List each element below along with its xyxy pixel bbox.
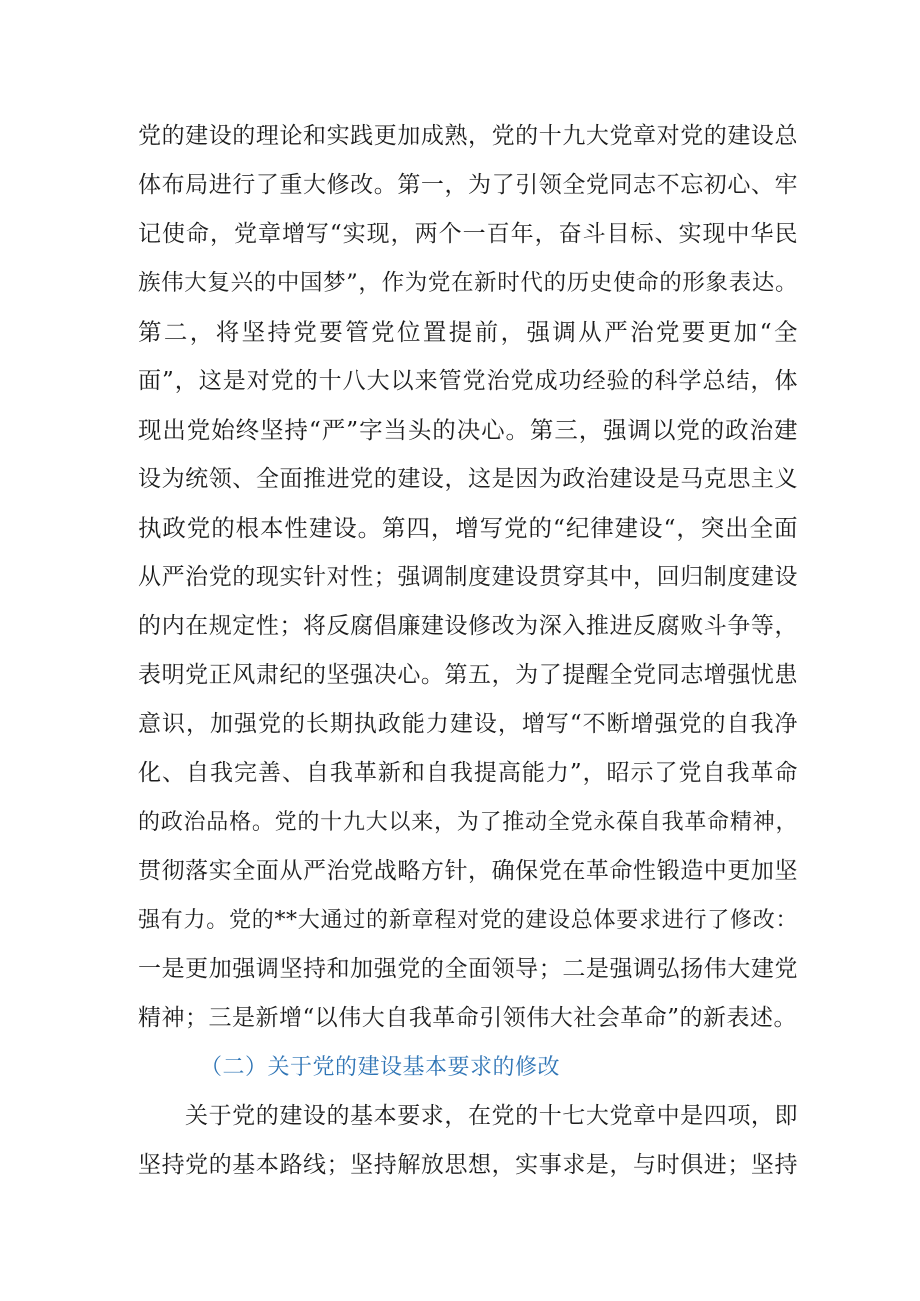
text-line: 坚持党的基本路线；坚持解放思想，实事求是，与时俱进；坚持 — [138, 1152, 798, 1178]
text-line: 意识，加强党的长期执政能力建设，增写“不断增强党的自我净 — [138, 711, 798, 737]
text-line: 面”，这是对党的十八大以来管党治党成功经验的科学总结，体 — [138, 368, 798, 394]
text-line: 现出党始终坚持“严”字当头的决心。第三，强调以党的政治建 — [138, 416, 798, 444]
text-line: 设为统领、全面推进党的建设，这是因为政治建设是马克思主义 — [138, 466, 798, 492]
paragraph-2 — [138, 1092, 798, 1190]
text-line: 化、自我完善、自我革新和自我提高能力”，昭示了党自我革命 — [138, 760, 798, 786]
text-line: 一是更加强调坚持和加强党的全面领导；二是强调弘扬伟大建党 — [138, 956, 798, 982]
text-line: 第二，将坚持党要管党位置提前，强调从严治党要更加“全 — [138, 318, 798, 346]
text-line: 族伟大复兴的中国梦”，作为党在新时代的历史使命的形象表达。 — [138, 270, 798, 296]
text-line: 记使命，党章增写“实现，两个一百年，奋斗目标、实现中华民 — [138, 221, 798, 247]
text-line: 关于党的建设的基本要求，在党的十七大党章中是四项，即 — [185, 1103, 798, 1129]
text-line: 贯彻落实全面从严治党战略方针，确保党在革命性锻造中更加坚 — [138, 858, 798, 884]
text-line: 党的建设的理论和实践更加成熟，党的十九大党章对党的建设总 — [138, 123, 798, 149]
section-heading: （二）关于党的建设基本要求的修改 — [200, 1055, 561, 1080]
text-line: 表明党正风肃纪的坚强决心。第五，为了提醒全党同志增强忧患 — [138, 662, 798, 688]
text-line: 精神；三是新增“以伟大自我革命引领伟大社会革命”的新表述。 — [138, 1005, 798, 1031]
text-line: 体布局进行了重大修改。第一，为了引领全党同志不忘初心、牢 — [138, 172, 798, 198]
text-line: 的政治品格。党的十九大以来，为了推动全党永葆自我革命精神， — [138, 810, 798, 835]
text-line: 从严治党的现实针对性；强调制度建设贯穿其中，回归制度建设 — [138, 564, 798, 590]
document-body — [138, 112, 798, 1190]
text-line: 执政党的根本性建设。第四，增写党的“纪律建设“，突出全面 — [138, 514, 798, 542]
text-line: 的内在规定性；将反腐倡廉建设修改为深入推进反腐败斗争等， — [138, 613, 798, 639]
paragraph-1 — [138, 112, 798, 1043]
text-line: 强有力。党的**大通过的新章程对党的建设总体要求进行了修改： — [138, 908, 798, 933]
